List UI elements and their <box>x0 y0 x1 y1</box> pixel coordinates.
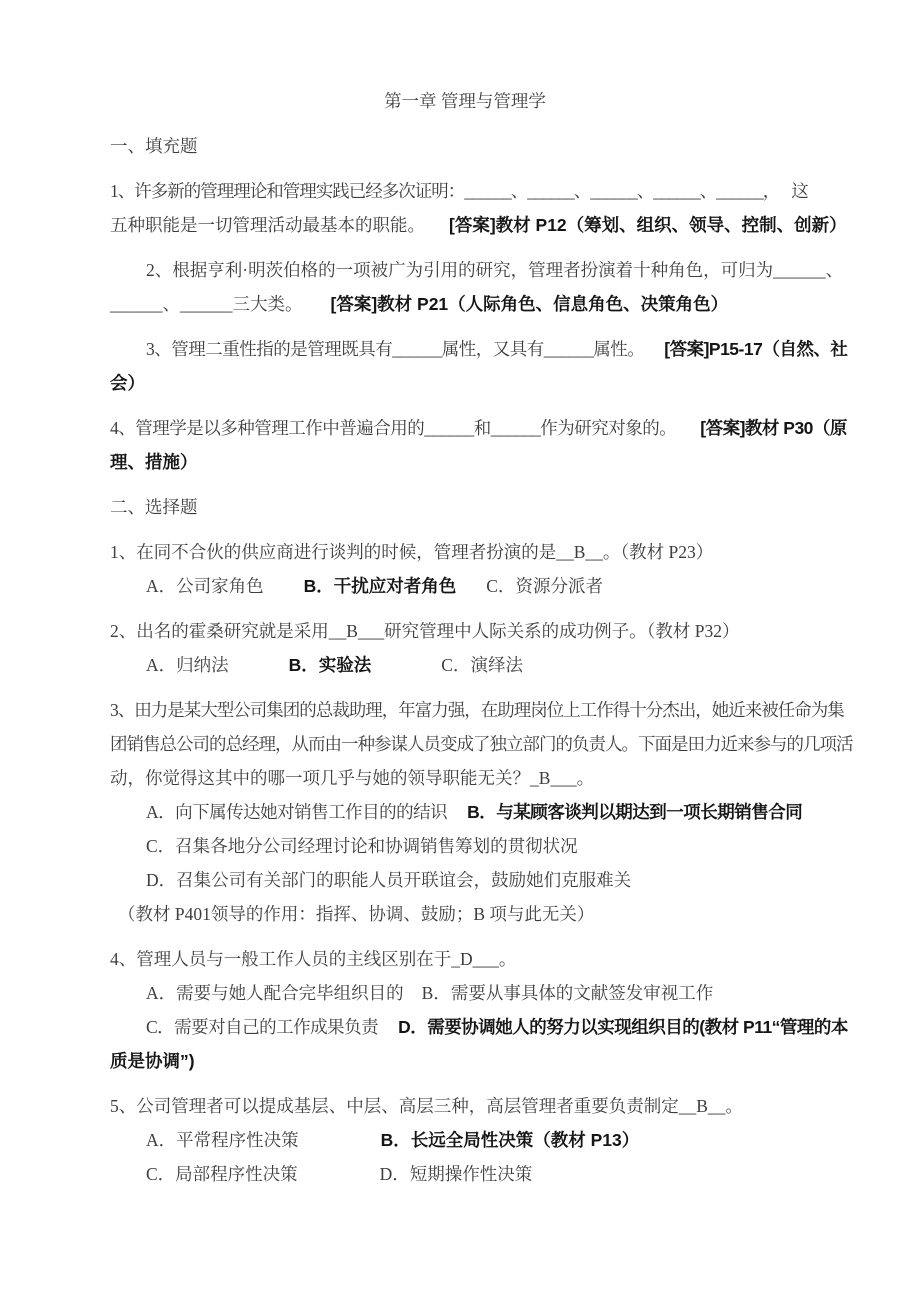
choice-q3 <box>110 693 853 931</box>
choice-q5-option-a: A．平常程序性决策 <box>146 1130 299 1150</box>
choice-q3-option-c-line <box>110 829 820 863</box>
choice-q5 <box>110 1089 820 1191</box>
fill-q3 <box>110 332 848 400</box>
choice-q3-option-c: C．召集各地分公司经理讨论和协调销售筹划的贯彻状况 <box>146 836 578 856</box>
choice-q4-options-ab <box>110 976 820 1010</box>
choice-q5-options-cd <box>110 1157 820 1191</box>
fill-q1 <box>110 174 847 242</box>
choice-q3-option-b: B．与某顾客谈判以期达到一项长期销售合同 <box>467 802 803 822</box>
fill-q3-statement: 3、管理二重性指的是管理既具有______属性，又具有______属性。 <box>146 339 645 359</box>
choice-q4-option-d-part2: 质是协调”) <box>110 1051 195 1071</box>
fill-q4-statement: 4、管理学是以多种管理工作中普遍合用的______和______作为研究对象的。 <box>110 418 677 438</box>
choice-q4-stem: 4、管理人员与一般工作人员的主线区别在于_D___。 <box>110 949 517 969</box>
choice-section-heading: 二、选择题 <box>110 497 198 517</box>
choice-q2-option-c: C．演绎法 <box>441 655 523 675</box>
choice-q3-option-d-line <box>110 863 820 897</box>
fill-q4-answer-part2: 理、措施） <box>110 452 198 472</box>
chapter-title: 第一章 管理与管理学 <box>384 91 546 111</box>
choice-q2-option-a: A．归纳法 <box>146 655 229 675</box>
choice-q1-stem: 1、在同不合伙的供应商进行谈判的时候，管理者扮演的是__B__。（教材 P23） <box>110 542 714 562</box>
fill-q4-line1 <box>110 411 847 445</box>
choice-q4-option-d-part1: D．需要协调她人的努力以实现组织目的(教材 P11“管理的本 <box>398 1017 848 1037</box>
choice-q3-stem-line3: 动，你觉得这其中的哪一项几乎与她的领导职能无关？_B___。 <box>110 768 595 788</box>
fill-q1-line1 <box>110 174 820 208</box>
choice-q5-stem: 5、公司管理者可以提成基层、中层、高层三种，高层管理者重要负责制定__B__。 <box>110 1096 743 1116</box>
choice-q3-options-ab <box>110 795 820 829</box>
choice-q3-option-d: D．召集公司有关部门的职能人员开联谊会，鼓励她们克服难关 <box>146 870 632 890</box>
choice-q2-option-b: B．实验法 <box>288 655 372 675</box>
fill-q2-answer: [答案]教材 P21（人际角色、信息角色、决策角色） <box>330 294 729 314</box>
choice-q4 <box>110 942 848 1078</box>
fill-q3-line1 <box>110 332 848 366</box>
choice-q3-option-a: A．向下属传达她对销售工作目的的结识 <box>146 802 448 822</box>
choice-q2-options <box>110 648 820 682</box>
fill-q2-line2 <box>110 287 820 321</box>
fill-q1-statement: 五种职能是一切管理活动最基本的职能。 <box>110 215 425 235</box>
fill-q3-answer-part2: 会） <box>110 373 145 393</box>
choice-q2-stem: 2、出名的霍桑研究就是采用__B___研究管理中人际关系的成功例子。（教材 P32） <box>110 621 740 641</box>
fill-q1-line1-tail: 这 <box>791 181 808 201</box>
choice-q1-option-b: B．干扰应对者角色 <box>303 576 457 596</box>
fill-q2 <box>110 253 844 321</box>
choice-q4-option-c: C．需要对自己的工作成果负责 <box>146 1017 379 1037</box>
choice-q3-note: （教材 P401领导的作用：指挥、协调、鼓励；B 项与此无关） <box>118 904 595 924</box>
choice-q3-stem-line1: 3、田力是某大型公司集团的总裁助理，年富力强，在助理岗位上工作得十分杰出，她近来被任命为集 <box>110 700 844 720</box>
choice-q1-options <box>110 569 820 603</box>
fill-q4 <box>110 411 847 479</box>
choice-q1-option-a: A．公司家角色 <box>146 576 264 596</box>
choice-q3-stem-line2: 团销售总公司的总经理，从而由一种参谋人员变成了独立部门的负责人。下面是田力近来参与的几项活 <box>110 734 853 754</box>
fill-q1-line2 <box>110 208 847 242</box>
fill-section-heading: 一、填充题 <box>110 136 198 156</box>
choice-q4-options-cd <box>110 1010 848 1044</box>
fill-q2-statement: ______、______三大类。 <box>110 294 303 314</box>
fill-q1-line1-text: 1、许多新的管理理论和管理实践已经多次证明：______、______、______、______、______， <box>110 181 780 201</box>
choice-q4-option-d-wrap <box>110 1044 820 1078</box>
fill-q3-answer-part1: [答案]P15-17（自然、社 <box>664 339 848 359</box>
choice-q5-options-ab <box>110 1123 820 1157</box>
choice-q1 <box>110 535 820 603</box>
choice-q5-option-b: B．长远全局性决策（教材 P13） <box>380 1130 640 1150</box>
choice-q5-option-d: D．短期操作性决策 <box>379 1164 533 1184</box>
choice-q4-option-b: B．需要从事具体的文献签发审视工作 <box>421 983 714 1003</box>
fill-q4-line2 <box>110 445 820 479</box>
choice-q4-option-a: A．需要与她人配合完毕组织目的 <box>146 983 404 1003</box>
fill-q3-line2 <box>110 366 820 400</box>
choice-q1-option-c: C．资源分派者 <box>486 576 603 596</box>
fill-q4-answer-part1: [答案]教材 P30（原 <box>700 418 847 438</box>
choice-q2 <box>110 614 820 682</box>
fill-q1-answer: [答案]教材 P12（筹划、组织、领导、控制、创新） <box>449 215 847 235</box>
choice-q5-option-c: C．局部程序性决策 <box>146 1164 298 1184</box>
fill-q2-line1: 2、根据亨利·明茨伯格的一项被广为引用的研究，管理者扮演着十种角色，可归为______、 <box>146 260 844 280</box>
